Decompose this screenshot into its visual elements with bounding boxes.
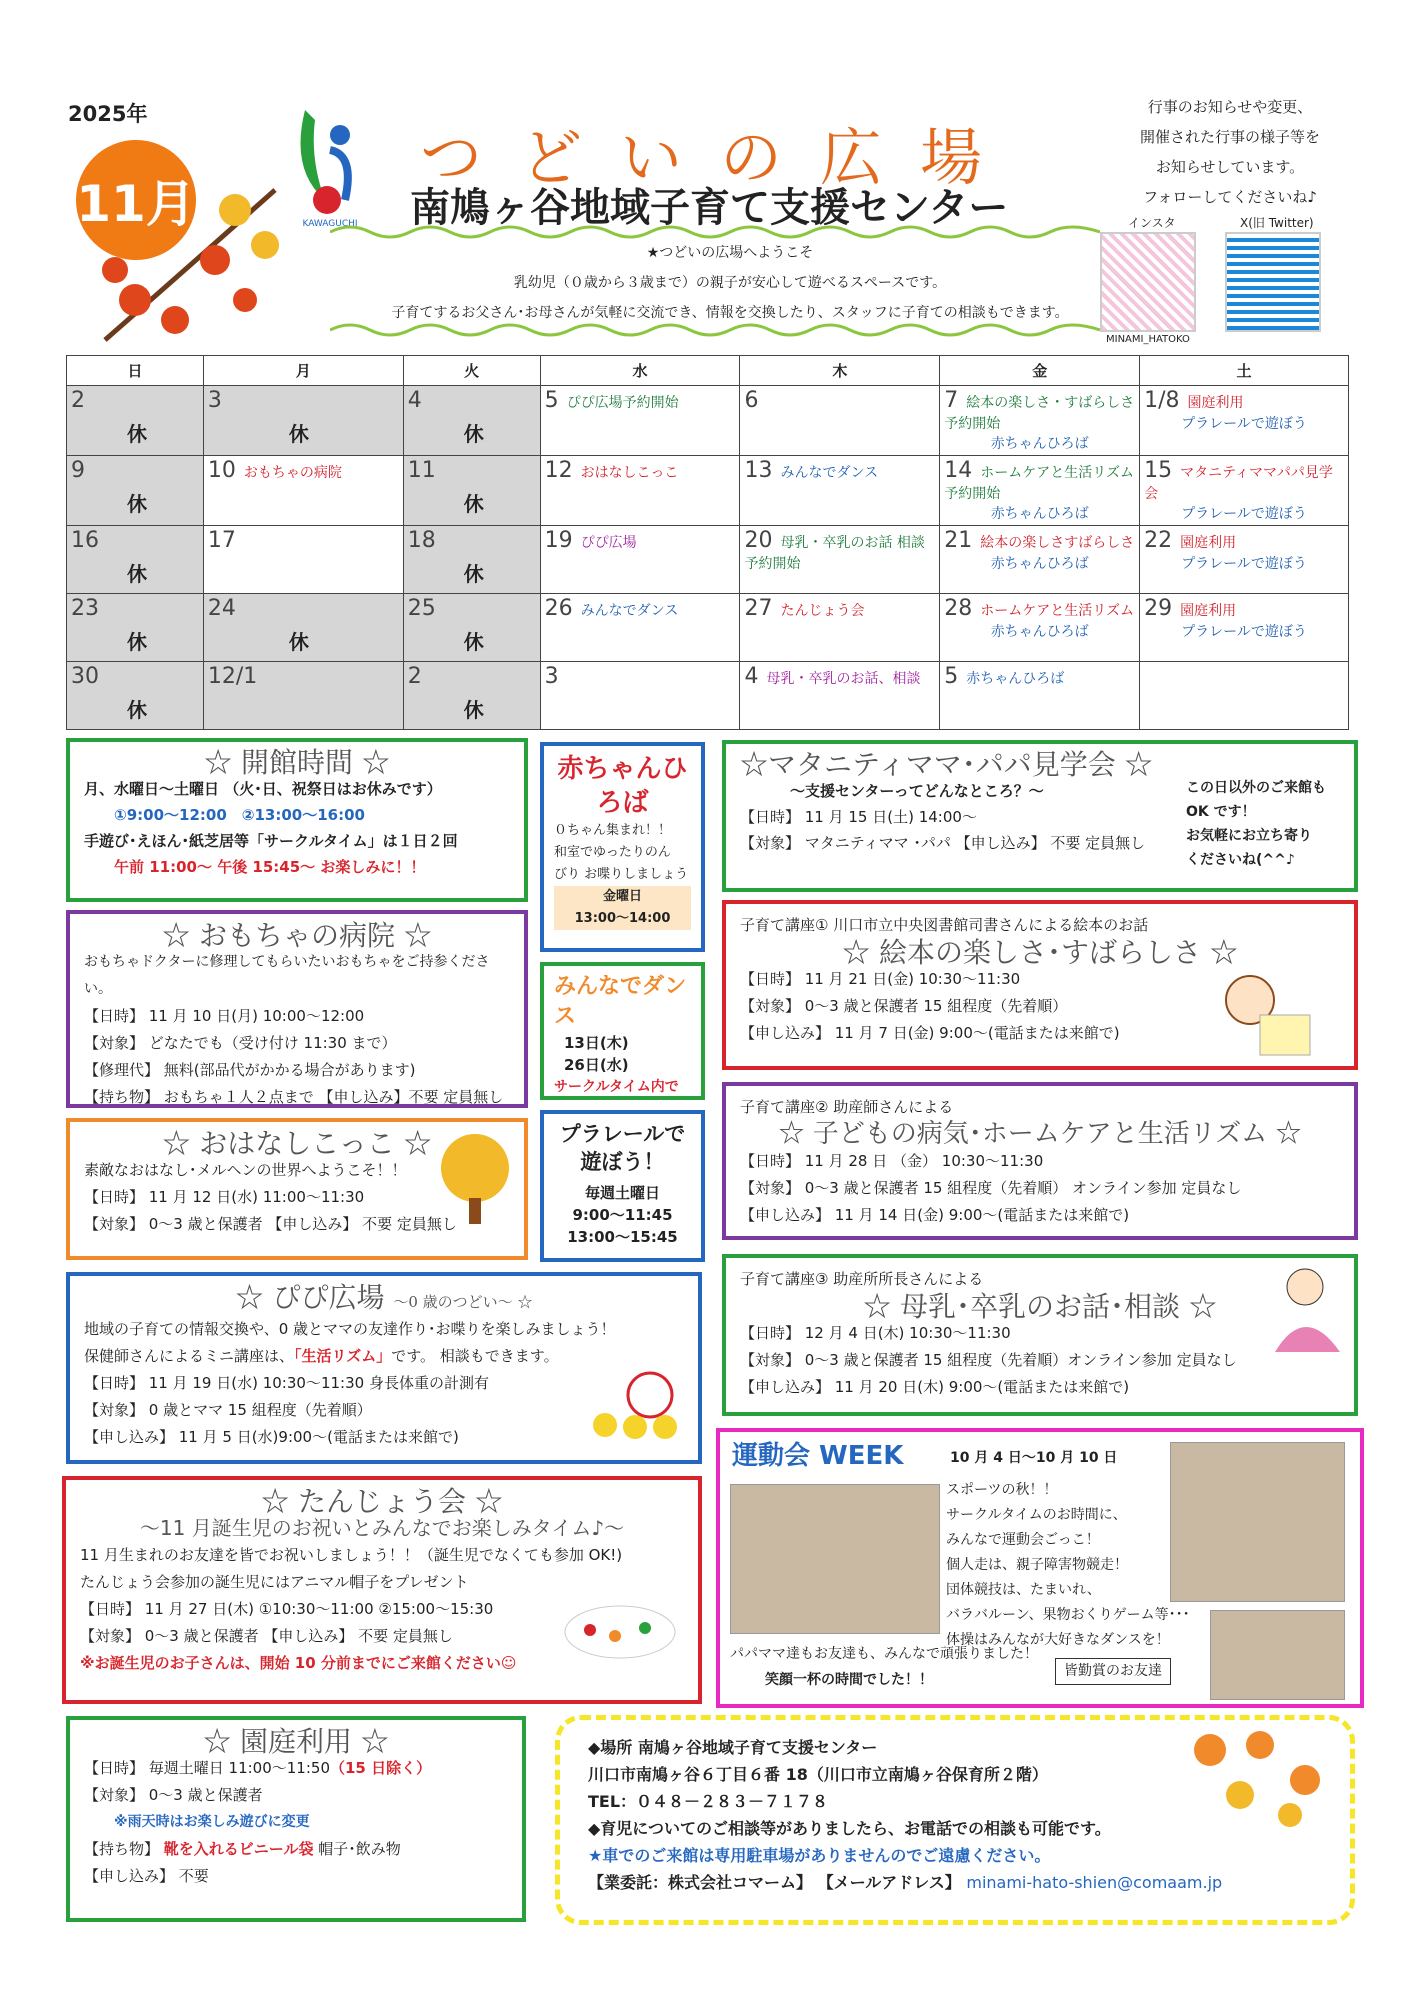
plarail-time: 13:00～15:45: [567, 1228, 678, 1246]
calendar-day: [1140, 662, 1349, 730]
day-number: 3: [207, 388, 222, 413]
day-number: 18: [407, 528, 436, 553]
day-number: 29: [1144, 596, 1173, 621]
box-title: ☆ 母乳･卒乳のお話･相談 ☆: [863, 1290, 1217, 1323]
note-line: くださいね(^^♪: [1186, 852, 1295, 868]
calendar-event: 赤ちゃんひろば: [990, 556, 1089, 572]
calendar-day: [740, 662, 940, 730]
day-number: 25: [407, 596, 436, 621]
box-title: みんなでダンス: [554, 974, 687, 1029]
footer-address: 川口市南鳩ヶ谷６丁目６番 18（川口市立南鳩ヶ谷保育所２階）: [588, 1765, 1048, 1784]
day-number: 28: [944, 596, 973, 621]
follow-line: 開催された行事の様子等を: [1139, 128, 1320, 146]
calendar-event: ぴぴ広場予約開始: [566, 395, 679, 411]
omocha-line: 【修理代】 無料(部品代がかかる場合があります): [84, 1061, 416, 1079]
intro-line: 乳幼児（０歳から３歳まで）の親子が安心して遊べるスペースです。: [513, 275, 947, 291]
bonyu-line: 【申し込み】 11 月 20 日(木) 9:00～(電話または来館で): [740, 1378, 1130, 1396]
calendar-week: [67, 662, 1349, 730]
calendar-day: [203, 526, 403, 594]
calendar-day: [540, 662, 740, 730]
calendar-day: [67, 662, 204, 730]
closed-mark: 休: [288, 422, 309, 446]
akachan-line: 和室でゆったりのん: [554, 845, 671, 860]
plarail-time: 9:00～11:45: [572, 1206, 673, 1224]
ehon-line: 【対象】 0～3 歳と保護者 15 組程度（先着順）: [740, 997, 1068, 1015]
x-label: X(旧 Twitter): [1240, 216, 1314, 230]
autumn-leaves-illustration: [95, 150, 285, 350]
weekday-header: 水: [540, 356, 740, 386]
autumn-leaves-corner: [1180, 1720, 1340, 1830]
calendar-event: ぴぴ広場: [580, 535, 637, 551]
calendar-event: 園庭利用: [1180, 603, 1237, 619]
footer-line: ◆育児についてのご相談等がありましたら、お電話での相談も可能です。: [588, 1819, 1111, 1838]
opening-hours-box: [66, 738, 528, 902]
calendar-day: [403, 456, 540, 526]
calendar-event: 絵本の楽しさ・すばらしさ 予約開始: [944, 395, 1135, 432]
calendar-day: [403, 526, 540, 594]
closed-mark: 休: [463, 422, 484, 446]
maternity-line: 【対象】 マタニティママ ･パパ 【申し込み】 不要 定員無し: [740, 834, 1146, 852]
day-number: 14: [944, 458, 973, 483]
calendar-day: [940, 594, 1140, 662]
homecare-line: 【日時】 11 月 28 日 （金） 10:30～11:30: [740, 1152, 1044, 1170]
day-number: 1/8: [1144, 388, 1180, 413]
day-number: 3: [544, 664, 559, 689]
homecare-line: 【対象】 0～3 歳と保護者 15 組程度（先着順） オンライン参加 定員なし: [740, 1179, 1242, 1197]
calendar-event: 赤ちゃんひろば: [990, 506, 1089, 522]
dance-date: 13日(木): [564, 1034, 629, 1052]
teien-bag: 靴を入れるビニール袋: [163, 1840, 314, 1858]
home-care-lecture-box: [722, 1082, 1358, 1240]
instagram-id: MINAMI_HATOKO: [1106, 334, 1190, 345]
pipi-line: です。 相談もできます。: [391, 1347, 559, 1365]
calendar-event: マタニティママパパ見学会: [1144, 465, 1333, 502]
follow-notice: [1100, 92, 1360, 212]
day-number: 6: [744, 388, 759, 413]
homecare-line: 【申し込み】 11 月 14 日(金) 9:00～(電話または来館で): [740, 1206, 1130, 1224]
weekday-header: 金: [940, 356, 1140, 386]
box-title: ☆ おはなしこっこ ☆: [162, 1127, 432, 1160]
akachan-line: びり お喋りしましょう: [554, 867, 689, 882]
calendar-day: [1140, 594, 1349, 662]
calendar-day: [940, 526, 1140, 594]
day-number: 13: [744, 458, 773, 483]
calendar-event: 園庭利用: [1187, 395, 1244, 411]
ehon-line: 【申し込み】 11 月 7 日(金) 9:00～(電話または来館で): [740, 1024, 1120, 1042]
lecture-pre: 子育て講座③ 助産所所長さんによる: [740, 1270, 984, 1288]
award-label: 皆勤賞のお友達: [1055, 1658, 1171, 1685]
day-number: 11: [407, 458, 436, 483]
day-number: 7: [944, 388, 959, 413]
pipi-line: 地域の子育ての情報交換や、0 歳とママの友達作り･お喋りを楽しみましょう！: [84, 1320, 616, 1338]
hours-line: 手遊び･えほん･紙芝居等「サークルタイム」は１日２回: [84, 832, 458, 850]
omocha-line: 【対象】 どなたでも（受け付け 11:30 まで）: [84, 1034, 397, 1052]
hours-line: 月、水曜日～土曜日 （火･日、祝祭日はお休みです）: [84, 780, 442, 798]
birthday-cake-illustration: [560, 1582, 680, 1662]
sports-description: [946, 1478, 1190, 1653]
day-number: 12: [544, 458, 573, 483]
tanjo-line: たんじょう会参加の誕生児にはアニマル帽子をプレゼント: [80, 1573, 469, 1591]
closed-mark: 休: [463, 562, 484, 586]
footer-line: ◆場所 南鳩ヶ谷地域子育て支援センター: [588, 1738, 878, 1757]
intro-line: 子育てするお父さん･お母さんが気軽に交流でき、情報を交換したり、スタッフに子育ての相談もできます。: [391, 305, 1069, 321]
calendar-day: [940, 386, 1140, 456]
calendar-day: [67, 386, 204, 456]
day-number: 15: [1144, 458, 1173, 483]
sports-line: バラバルーン、果物おくりゲーム等･･･: [946, 1607, 1190, 1623]
follow-line: 行事のお知らせや変更、: [1147, 98, 1313, 116]
sports-photo: [1170, 1442, 1345, 1602]
box-title: ☆ 絵本の楽しさ･すばらしさ ☆: [842, 936, 1238, 969]
sports-dates: 10 月 4 日～10 月 10 日: [950, 1450, 1118, 1466]
day-number: 21: [944, 528, 973, 553]
box-title: ☆ 園庭利用 ☆: [203, 1725, 389, 1758]
calendar-event: おもちゃの病院: [243, 465, 342, 481]
intro-line: ★つどいの広場へようこそ: [646, 245, 814, 261]
page-title: つどいの広場: [420, 121, 1021, 194]
weekday-header: 日: [67, 356, 204, 386]
calendar-day: [540, 594, 740, 662]
calendar-event: みんなでダンス: [780, 465, 879, 481]
calendar-event: 園庭利用: [1180, 535, 1237, 551]
ohanashi-line: 素敵なおはなし･メルヘンの世界へようこそ！！: [84, 1161, 407, 1179]
bonyu-line: 【対象】 0～3 歳と保護者 15 組程度（先着順）オンライン参加 定員なし: [740, 1351, 1237, 1369]
calendar-event: ホームケアと生活リズム: [980, 603, 1135, 619]
calendar-day: [540, 386, 740, 456]
weekday-header: 土: [1140, 356, 1349, 386]
calendar-event: プラレールで遊ぼう: [1181, 416, 1307, 432]
sports-line: サークルタイムのお時間に、: [946, 1507, 1127, 1523]
calendar-day: [67, 456, 204, 526]
mother-reading-illustration: [1205, 965, 1315, 1060]
calendar-day: [203, 594, 403, 662]
box-subtitle: ～11 月誕生児のお祝いとみんなでお楽しみタイム♪～: [139, 1516, 625, 1540]
calendar-day: [203, 662, 403, 730]
akachan-day: 金曜日: [554, 886, 691, 908]
closed-mark: 休: [463, 492, 484, 516]
month-badge: 11月: [76, 140, 196, 260]
footer-parking: ★車でのご来館は専用駐車場がありませんのでご遠慮ください。: [588, 1846, 1051, 1865]
day-number: 16: [71, 528, 99, 553]
chicken-chicks-illustration: [580, 1365, 690, 1445]
page-subtitle: 南鳩ヶ谷地域子育て支援センター: [410, 185, 1009, 231]
plarail-day: 毎週土曜日: [584, 1184, 660, 1202]
pipi-highlight: 「生活リズム」: [294, 1347, 392, 1365]
hours-times: ①9:00～12:00 ②13:00～16:00: [114, 806, 365, 824]
circle-time: 午前 11:00～ 午後 15:45～ お楽しみに！！: [114, 858, 426, 876]
day-number: 5: [544, 388, 559, 413]
day-number: 4: [407, 388, 422, 413]
dance-date: 26日(水): [564, 1056, 629, 1074]
box-title: ☆ たんじょう会 ☆: [261, 1485, 503, 1518]
calendar-event: 赤ちゃんひろば: [966, 671, 1065, 687]
calendar-day: [540, 456, 740, 526]
ohanashi-line: 【対象】 0～3 歳と保護者 【申し込み】 不要 定員無し: [84, 1215, 457, 1233]
calendar-day: [1140, 526, 1349, 594]
closed-mark: 休: [127, 562, 147, 586]
calendar-event: 絵本の楽しさすばらしさ: [980, 535, 1135, 551]
mother-baby-illustration: [1255, 1262, 1345, 1352]
follow-line: お知らせしています。: [1155, 158, 1305, 176]
day-number: 12/1: [207, 664, 258, 689]
calendar-event: 母乳・卒乳のお話 相談 予約開始: [744, 535, 925, 572]
teien-line: 【日時】 毎週土曜日 11:00～11:50: [84, 1759, 330, 1777]
sports-line: 笑顔一杯の時間でした！！: [765, 1672, 933, 1688]
toy-hospital-box: [66, 910, 528, 1108]
calendar-day: [740, 526, 940, 594]
award-photo: [1210, 1610, 1345, 1700]
sports-line: 個人走は、親子障害物競走！: [946, 1557, 1128, 1573]
instagram-label: インスタ: [1128, 216, 1176, 230]
closed-mark: 休: [127, 698, 147, 722]
calendar-day: [740, 456, 940, 526]
calendar-event: おはなしこっこ: [580, 465, 679, 481]
footer-line: 【業委託：株式会社コマーム】 【メールアドレス】: [588, 1873, 961, 1892]
box-title: ☆ ぴぴ広場: [235, 1281, 385, 1314]
calendar-day: [67, 594, 204, 662]
box-title: ☆ おもちゃの病院 ☆: [162, 919, 432, 952]
calendar-day: [67, 526, 204, 594]
calendar-day: [740, 594, 940, 662]
akachan-hiroba-box: [540, 742, 705, 952]
vine-decoration-bottom: [330, 320, 1100, 340]
sports-photo: [730, 1484, 940, 1634]
calendar-day: [540, 526, 740, 594]
ehon-line: 【日時】 11 月 21 日(金) 10:30～11:30: [740, 970, 1021, 988]
day-number: 27: [744, 596, 773, 621]
x-qr-code[interactable]: [1225, 232, 1321, 332]
calendar-event: 赤ちゃんひろば: [990, 436, 1089, 452]
closed-mark: 休: [463, 630, 484, 654]
teien-line: 【持ち物】: [84, 1840, 164, 1858]
sports-line: パパママ達もお友達も、みんなで頑張りました！: [730, 1646, 1038, 1662]
day-number: 24: [207, 596, 236, 621]
bonyu-line: 【日時】 12 月 4 日(木) 10:30～11:30: [740, 1324, 1011, 1342]
day-number: 4: [744, 664, 759, 689]
box-subtitle: ～支援センターってどんなところ？～: [790, 782, 1044, 800]
calendar-week: [67, 386, 1349, 456]
omocha-line: 【持ち物】 おもちゃ１人２点まで 【申し込み】不要 定員無し: [84, 1088, 504, 1106]
calendar-event: ホームケアと生活リズム 予約開始: [944, 465, 1135, 502]
omocha-line: 【日時】 11 月 10 日(月) 10:00～12:00: [84, 1007, 365, 1025]
weekday-header: 月: [203, 356, 403, 386]
closed-mark: 休: [127, 492, 147, 516]
pipi-line: 【日時】 11 月 19 日(水) 10:30～11:30 身長体重の計測有: [84, 1374, 489, 1392]
day-number: 23: [71, 596, 99, 621]
calendar-day: [403, 662, 540, 730]
sports-line: 体操はみんなが大好きなダンスを！: [946, 1632, 1170, 1648]
instagram-qr-code[interactable]: [1100, 232, 1196, 332]
autumn-tree-icon: [435, 1128, 515, 1228]
maternity-note: [1186, 776, 1326, 872]
dance-note: サークルタイム内で: [554, 1079, 679, 1095]
sports-week-box: [716, 1428, 1364, 1708]
intro-text: [370, 238, 1090, 328]
kawaguchi-logo: [285, 100, 375, 230]
box-subtitle: ～0 歳のつどい～ ☆: [393, 1293, 533, 1311]
box-title: ☆ 開館時間 ☆: [204, 746, 390, 779]
calendar-event: 母乳・卒乳のお話、相談: [766, 671, 921, 687]
day-number: 19: [544, 528, 573, 553]
calendar-week: [67, 594, 1349, 662]
box-title: 赤ちゃんひろば: [557, 754, 688, 818]
sports-line: みんなで運動会ごっこ！: [946, 1532, 1100, 1548]
follow-line: フォローしてくださいね♪: [1143, 188, 1317, 206]
calendar-day: [940, 456, 1140, 526]
calendar-event: プラレールで遊ぼう: [1181, 556, 1307, 572]
calendar-week: [67, 456, 1349, 526]
day-number: 20: [744, 528, 773, 553]
calendar-day: [203, 386, 403, 456]
year-label: 2025年: [68, 102, 148, 126]
calendar-day: [1140, 456, 1349, 526]
tanjo-note: ※お誕生児のお子さんは、開始 10 分前までにご来館ください☺: [80, 1654, 517, 1672]
tanjo-line: 【対象】 0～3 歳と保護者 【申し込み】 不要 定員無し: [80, 1627, 453, 1645]
day-number: 10: [207, 458, 236, 483]
closed-mark: 休: [463, 698, 484, 722]
garden-use-box: [66, 1716, 526, 1922]
day-number: 17: [207, 528, 236, 553]
calendar-event: みんなでダンス: [580, 603, 679, 619]
teien-rain-note: ※雨天時はお楽しみ遊びに変更: [114, 1814, 310, 1830]
sports-line: 団体競技は、たまいれ、: [946, 1582, 1101, 1598]
calendar-day: [403, 594, 540, 662]
weekday-header: 木: [740, 356, 940, 386]
closed-mark: 休: [127, 630, 147, 654]
day-number: 26: [544, 596, 573, 621]
calendar-event: プラレールで遊ぼう: [1181, 624, 1307, 640]
box-title: 運動会 WEEK: [732, 1441, 904, 1471]
closed-mark: 休: [288, 630, 309, 654]
logo-text: KAWAGUCHI: [302, 219, 358, 229]
tanjo-line: 11 月生まれのお友達を皆でお祝いしましょう！！（誕生児でなくても参加 OK!): [80, 1546, 623, 1564]
day-number: 30: [71, 664, 99, 689]
pipi-line: 【対象】 0 歳とママ 15 組程度（先着順）: [84, 1401, 372, 1419]
email-link[interactable]: minami-hato-shien@comaam.jp: [966, 1873, 1223, 1892]
maternity-visit-box: [722, 740, 1358, 892]
teien-line: 帽子･飲み物: [313, 1840, 401, 1858]
calendar-table: [66, 355, 1349, 730]
day-number: 5: [944, 664, 959, 689]
calendar-day: [740, 386, 940, 456]
omocha-line: おもちゃドクターに修理してもらいたいおもちゃをご持参ください。: [84, 954, 490, 997]
closed-mark: 休: [127, 422, 147, 446]
teien-line: 【対象】 0～3 歳と保護者: [84, 1786, 263, 1804]
maternity-line: 【日時】 11 月 15 日(土) 14:00～: [740, 808, 977, 826]
calendar-day: [403, 386, 540, 456]
day-number: 2: [71, 388, 85, 413]
note-line: この日以外のご来館も: [1186, 780, 1326, 796]
box-title: ☆マタニティママ･パパ見学会 ☆: [740, 748, 1153, 781]
weekday-header: 火: [403, 356, 540, 386]
calendar-event: たんじょう会: [780, 603, 865, 619]
note-line: OK です！: [1186, 804, 1256, 820]
pipi-line: 【申し込み】 11 月 5 日(水)9:00～(電話または来館で): [84, 1428, 459, 1446]
teien-exception: （15 日除く）: [330, 1759, 432, 1777]
tanjo-line: 【日時】 11 月 27 日(木) ①10:30～11:00 ②15:00～15:30: [80, 1600, 494, 1618]
calendar-event: 赤ちゃんひろば: [990, 624, 1089, 640]
pipi-line: 保健師さんによるミニ講座は、: [84, 1347, 295, 1365]
day-number: 22: [1144, 528, 1173, 553]
day-number: 2: [407, 664, 422, 689]
dance-box: [540, 962, 705, 1100]
akachan-line: ０ちゃん集まれ！！: [554, 823, 672, 838]
plarail-box: [540, 1110, 705, 1262]
footer-phone: TEL：０４８－２８３－７１７８: [588, 1792, 829, 1811]
teien-line: 【申し込み】 不要: [84, 1867, 209, 1885]
calendar-day: [203, 456, 403, 526]
calendar-day: [1140, 386, 1349, 456]
calendar-week: [67, 526, 1349, 594]
lecture-pre: 子育て講座① 川口市立中央図書館司書さんによる絵本のお話: [740, 916, 1149, 934]
calendar-day: [940, 662, 1140, 730]
calendar-event: プラレールで遊ぼう: [1181, 506, 1307, 522]
akachan-time: 13:00～14:00: [554, 908, 691, 930]
box-title: プラレールで遊ぼう！: [559, 1122, 686, 1174]
lecture-pre: 子育て講座② 助産師さんによる: [740, 1098, 954, 1116]
ohanashi-line: 【日時】 11 月 12 日(水) 11:00～11:30: [84, 1188, 365, 1206]
sports-line: スポーツの秋！！: [946, 1482, 1058, 1498]
day-number: 9: [71, 458, 85, 483]
note-line: お気軽にお立ち寄り: [1186, 828, 1312, 844]
box-title: ☆ 子どもの病気･ホームケアと生活リズム ☆: [778, 1119, 1302, 1149]
